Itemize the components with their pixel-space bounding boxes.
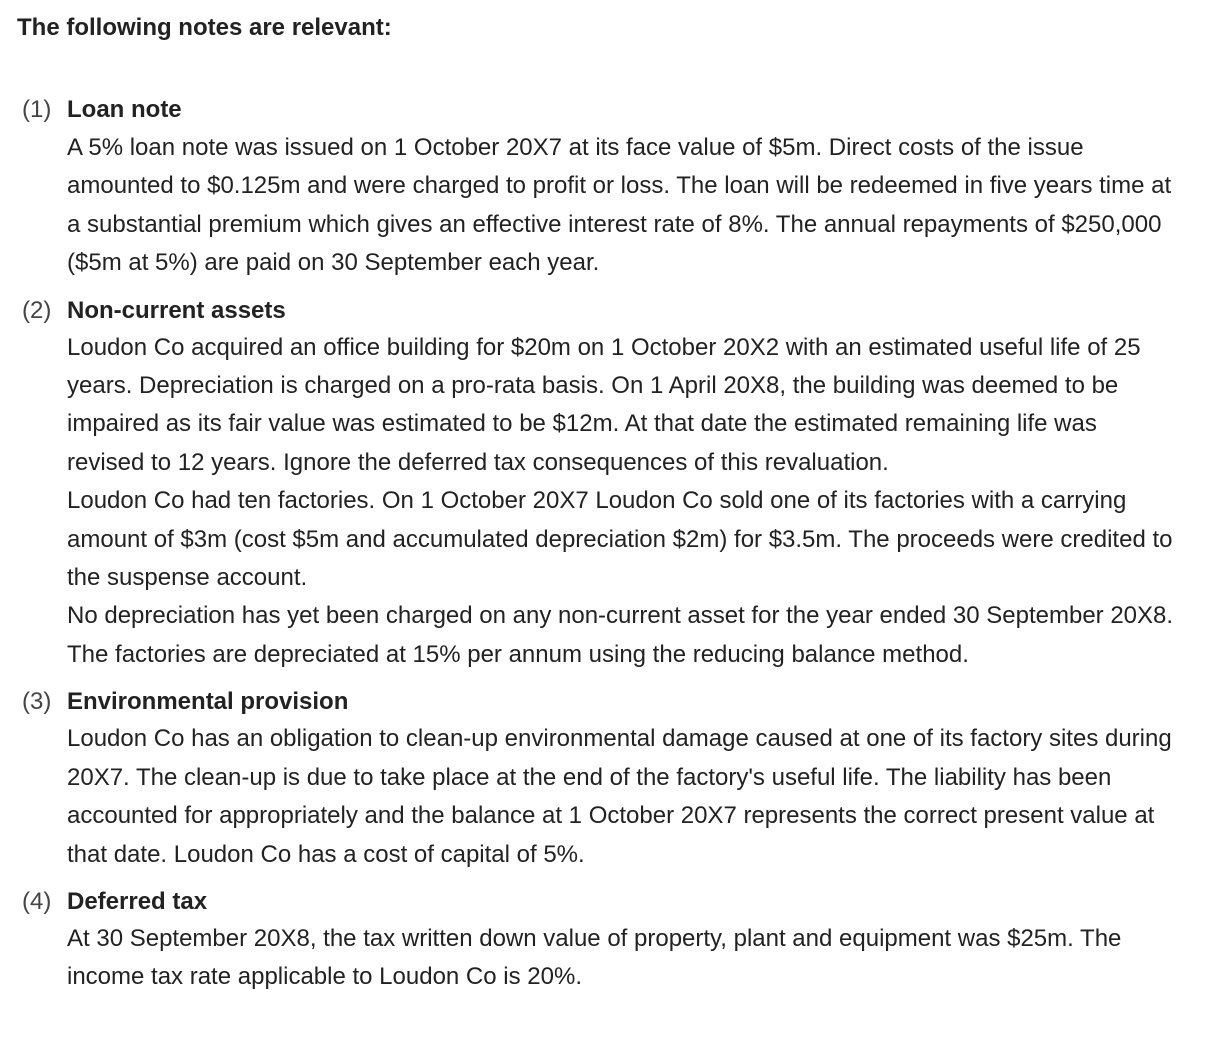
note-paragraph: Loudon Co had ten factories. On 1 October 20X7 Loudon Co sold one of its factories with a carrying amount of $3m (cost $5m and accumulated depreciation $2m) for $3.5m. The proceeds were credited to the suspense account. bbox=[67, 487, 1173, 592]
note-loan-note bbox=[0, 92, 1226, 283]
note-number: (1) bbox=[22, 96, 52, 123]
note-title: Deferred tax bbox=[67, 887, 208, 915]
note-paragraph: A 5% loan note was issued on 1 October 20X7 at its face value of $5m. Direct costs of the issue amounted to $0.125m and were charged to profit or loss. The loan will be redeemed in five years time at a substantial premium which gives an effective interest rate of 8%. The annual repayments of $250,000 ($5m at 5%) are paid on 30 September each year. bbox=[67, 134, 1172, 277]
note-title: Environmental provision bbox=[67, 688, 349, 716]
page-heading: The following notes are relevant: bbox=[17, 14, 392, 41]
note-number: (4) bbox=[22, 887, 52, 915]
note-number: (3) bbox=[22, 688, 52, 716]
note-title: Loan note bbox=[67, 96, 182, 123]
notes-list bbox=[0, 92, 1226, 1007]
note-paragraph: Loudon Co has an obligation to clean-up environmental damage caused at one of its factory sites during 20X7. The clean-up is due to take place at the end of the factory's useful life. The liability has been accounted for appropriately and the balance at 1 October 20X7 represents the correct present value at that date. Loudon Co has a cost of capital of 5%. bbox=[67, 725, 1172, 868]
note-paragraph: No depreciation has yet been charged on any non-current asset for the year ended 30 September 20X8. The factories are depreciated at 15% per annum using the reducing balance method. bbox=[67, 602, 1174, 668]
note-number: (2) bbox=[22, 296, 52, 324]
note-non-current-assets bbox=[0, 293, 1226, 675]
note-paragraph: At 30 September 20X8, the tax written down value of property, plant and equipment was $25m. The income tax rate applicable to Loudon Co is 20%. bbox=[67, 924, 1122, 991]
note-title: Non-current assets bbox=[67, 296, 286, 324]
note-paragraph: Loudon Co acquired an office building for $20m on 1 October 20X2 with an estimated useful life of 25 years. Depreciation is charged on a pro-rata basis. On 1 April 20X8, the building was deemed to be impaired as its fair value was estimated to be $12m. At that date the estimated remaining life was revised to 12 years. Ignore the deferred tax consequences of this revaluation. bbox=[67, 333, 1141, 476]
note-environmental-provision bbox=[0, 684, 1226, 874]
note-deferred-tax bbox=[0, 884, 1226, 997]
